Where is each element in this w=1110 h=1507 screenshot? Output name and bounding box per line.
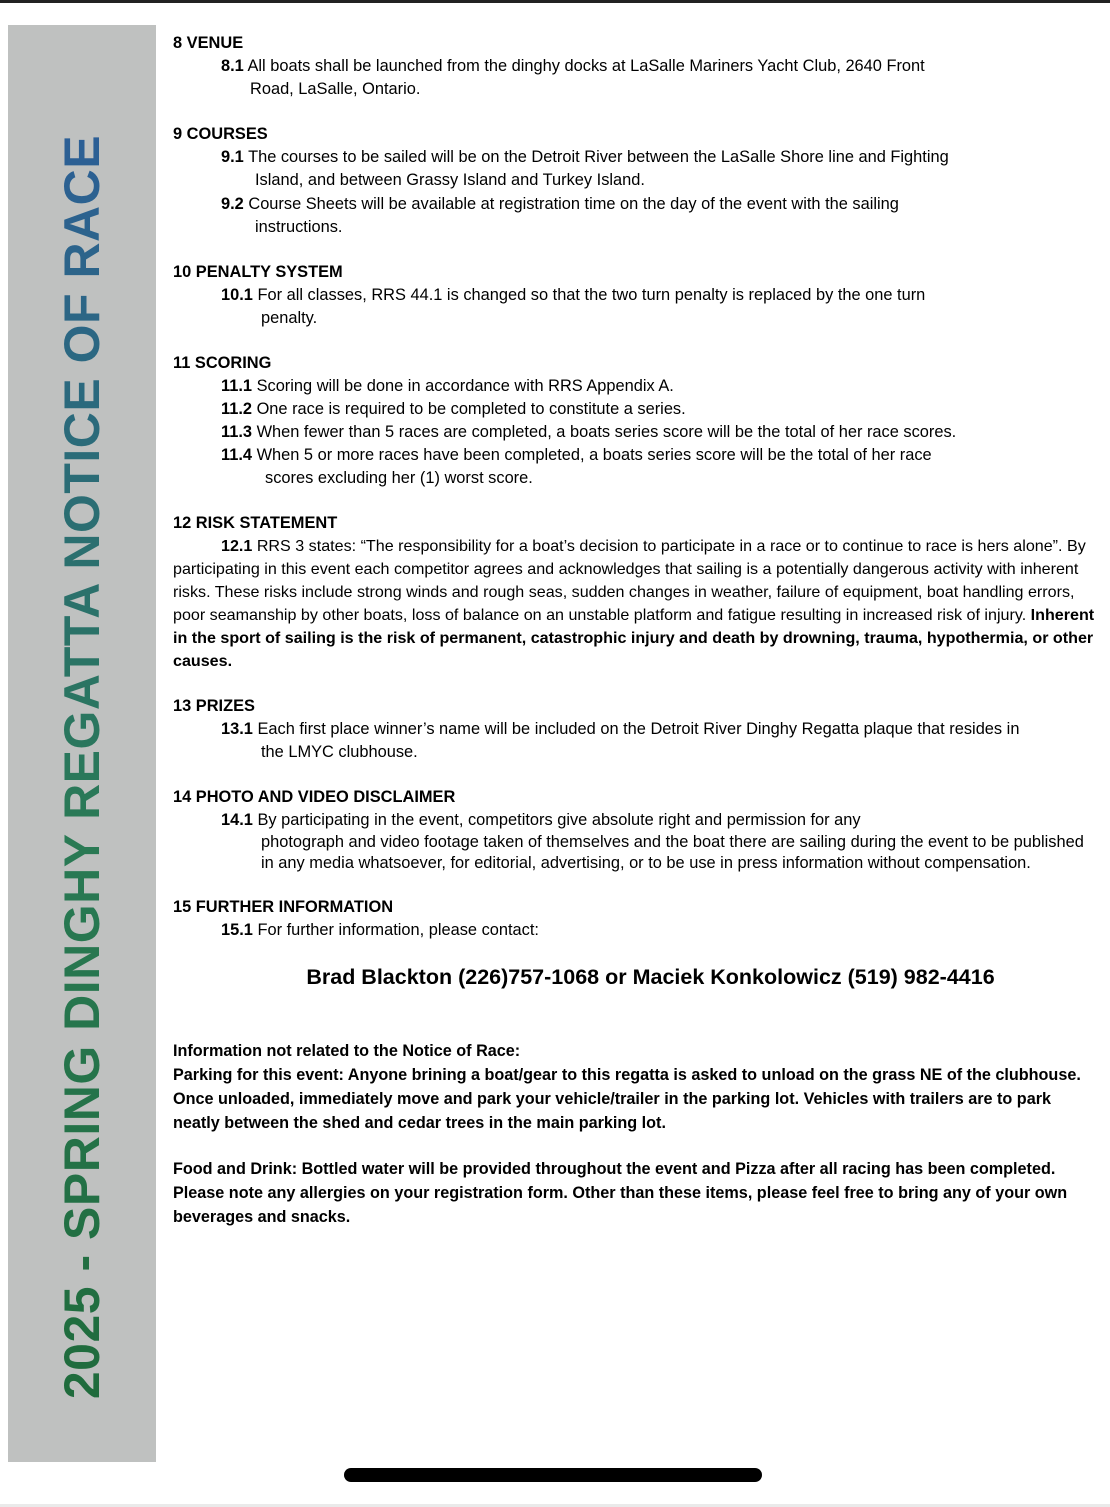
section-heading: 12 RISK STATEMENT	[173, 514, 338, 532]
clause-continuation: photograph and video footage taken of themselves and the boat there are sailing during the event to be published in any media whatsoever, for editorial, advertising, or to be use in press information without compensation.	[261, 833, 1084, 872]
section-scoring	[173, 352, 1098, 490]
section-further-info	[173, 896, 1098, 942]
section-heading: 13 PRIZES	[173, 697, 255, 715]
clause-text: Scoring will be done in accordance with RRS Appendix A.	[256, 377, 674, 395]
clause-number: 12.1	[221, 537, 253, 555]
sidebar-title: 2025 - SPRING DINGHY REGATTA NOTICE OF RACE	[54, 134, 110, 1400]
clause-text: Each first place winner’s name will be included on the Detroit River Dinghy Regatta plaque that resides in	[257, 720, 1020, 738]
section-heading: 11 SCORING	[173, 354, 272, 372]
section-photo-disclaimer	[173, 786, 1098, 874]
clause-number: 13.1	[221, 720, 253, 738]
clause-text: For further information, please contact:	[257, 921, 539, 939]
clause-number: 10.1	[221, 286, 253, 304]
clause	[173, 146, 1098, 192]
risk-text: RRS 3 states: “The responsibility for a boat’s decision to participate in a race or to continue to race is hers alone”. By participating in this event each competitor agrees and acknowledges that sailing is a potentially dangerous activity with inherent risks. These risks include strong winds and rough seas, sudden changes in weather, failure of equipment, boat handling errors, poor seamanship by other boats, loss of balance on an unstable platform and fatigue resulting in increased risk of injury.	[173, 537, 1086, 624]
clause-number: 11.1	[221, 377, 252, 395]
clause	[173, 421, 1098, 444]
clause	[173, 398, 1098, 421]
clause	[173, 284, 1098, 330]
clause-number: 15.1	[221, 921, 253, 939]
clause-continuation: Road, LaSalle, Ontario.	[250, 80, 421, 98]
section-risk	[173, 512, 1098, 673]
clause-number: 11.2	[221, 400, 252, 418]
clause-text: All boats shall be launched from the dinghy docks at LaSalle Mariners Yacht Club, 2640 Front	[247, 57, 925, 75]
section-heading: 8 VENUE	[173, 34, 244, 52]
top-rule	[0, 0, 1110, 3]
clause-number: 8.1	[221, 57, 244, 75]
clause-text: When fewer than 5 races are completed, a boats series score will be the total of her race scores.	[256, 423, 957, 441]
clause	[173, 919, 1098, 942]
contact-line: Brad Blackton (226)757-1068 or Maciek Konkolowicz (519) 982-4416	[306, 965, 995, 989]
clause	[173, 55, 1098, 101]
section-heading: 9 COURSES	[173, 125, 268, 143]
section-venue	[173, 32, 1098, 101]
section-heading: 10 PENALTY SYSTEM	[173, 263, 343, 281]
clause-number: 11.4	[221, 446, 252, 464]
extra-notes	[173, 1039, 1098, 1229]
clause-text: When 5 or more races have been completed, a boats series score will be the total of her race	[256, 446, 932, 464]
clause-text: One race is required to be completed to constitute a series.	[256, 400, 686, 418]
section-prizes	[173, 695, 1098, 764]
section-heading: 15 FURTHER INFORMATION	[173, 898, 394, 916]
clause-number: 9.2	[221, 195, 244, 213]
clause-continuation: Island, and between Grassy Island and Turkey Island.	[255, 171, 645, 189]
home-indicator[interactable]	[344, 1468, 762, 1482]
food-note: Food and Drink: Bottled water will be provided throughout the event and Pizza after all racing has been completed. Please note any allergies on your registration form. Other than these items, please feel free to bring any of your own beverages and snacks.	[173, 1160, 1068, 1226]
section-heading: 14 PHOTO AND VIDEO DISCLAIMER	[173, 788, 456, 806]
clause-number: 14.1	[221, 811, 253, 829]
clause-continuation: scores excluding her (1) worst score.	[265, 469, 533, 487]
sidebar-banner	[8, 25, 156, 1462]
clause-continuation: instructions.	[255, 218, 343, 236]
clause-text: By participating in the event, competitors give absolute right and permission for any	[257, 811, 861, 829]
clause-continuation: the LMYC clubhouse.	[261, 743, 418, 761]
clause	[173, 375, 1098, 398]
clause	[173, 444, 1098, 490]
clause-continuation: penalty.	[261, 309, 318, 327]
clause	[173, 809, 1098, 874]
notes-title: Information not related to the Notice of Race:	[173, 1042, 521, 1060]
parking-note: Parking for this event: Anyone brining a boat/gear to this regatta is asked to unload on the grass NE of the clubhouse. Once unloaded, immediately move and park your vehicle/trailer in the parking lot. Vehicles with trailers are to park neatly between the shed and cedar trees in the main parking lot.	[173, 1066, 1081, 1132]
risk-warning: Inherent in the sport of sailing is the risk of permanent, catastrophic injury and death by drowning, trauma, hypothermia, or other causes.	[173, 606, 1095, 670]
clause-text: Course Sheets will be available at registration time on the day of the event with the sailing	[248, 195, 899, 213]
clause	[173, 193, 1098, 239]
clause-text: For all classes, RRS 44.1 is changed so that the two turn penalty is replaced by the one turn	[257, 286, 926, 304]
clause	[173, 718, 1098, 764]
clause-number: 11.3	[221, 423, 252, 441]
risk-paragraph	[173, 535, 1098, 673]
notice-content	[173, 32, 1098, 1251]
clause-text: The courses to be sailed will be on the Detroit River between the LaSalle Shore line and Fighting	[248, 148, 949, 166]
clause-number: 9.1	[221, 148, 244, 166]
section-courses	[173, 123, 1098, 239]
section-penalty	[173, 261, 1098, 330]
